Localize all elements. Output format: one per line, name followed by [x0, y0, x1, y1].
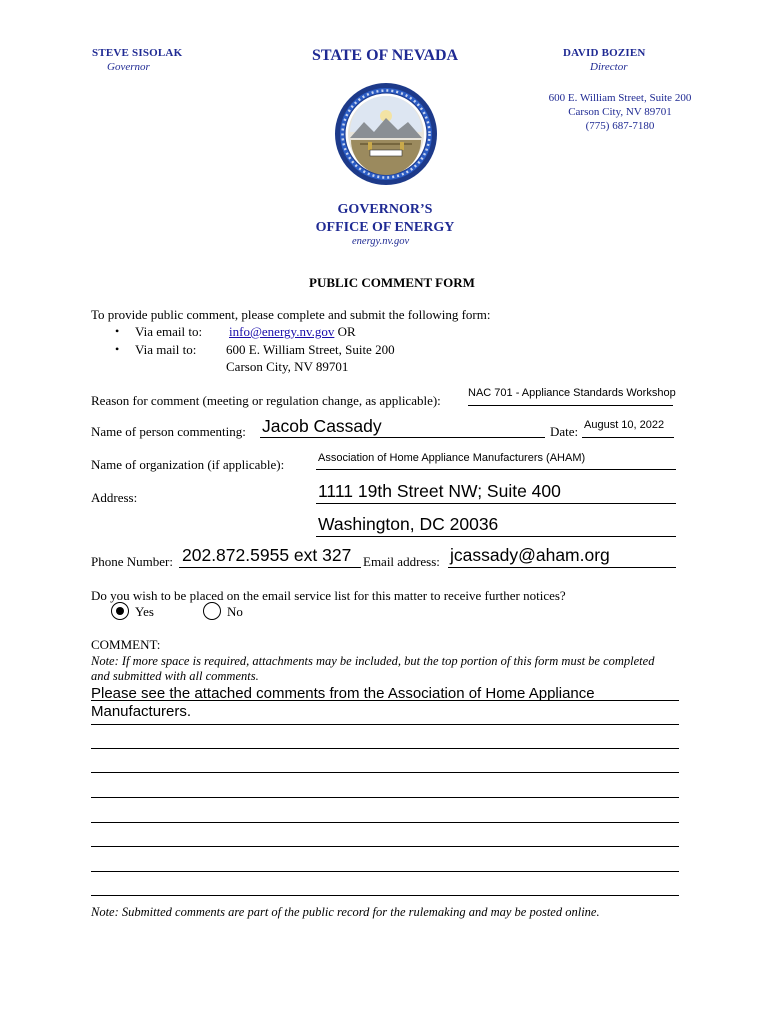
- name-underline: [260, 437, 545, 438]
- address-underline-1: [316, 503, 676, 504]
- reason-field[interactable]: NAC 701 - Appliance Standards Workshop: [468, 387, 676, 399]
- office-name-line2: OFFICE OF ENERGY: [315, 220, 455, 235]
- name-field[interactable]: Jacob Cassady: [262, 416, 382, 436]
- date-field[interactable]: August 10, 2022: [584, 419, 665, 431]
- reason-underline: [468, 405, 673, 406]
- nevada-state-seal-icon: [334, 82, 438, 186]
- governor-name: STEVE SISOLAK: [92, 47, 183, 59]
- name-label: Name of person commenting:: [91, 424, 246, 439]
- reason-label: Reason for comment (meeting or regulation change, as applicable):: [91, 393, 441, 408]
- email-method-label: Via email to:: [135, 324, 203, 339]
- address-field-line2[interactable]: Washington, DC 20036: [318, 514, 499, 534]
- office-name-line1: GOVERNOR’S: [337, 202, 433, 217]
- comment-line: [91, 748, 679, 749]
- email-field[interactable]: jcassady@aham.org: [450, 545, 610, 565]
- organization-field[interactable]: Association of Home Appliance Manufacturers (AHAM): [318, 452, 586, 464]
- radio-yes[interactable]: [111, 602, 129, 620]
- email-suffix: OR: [337, 324, 356, 339]
- comment-line: [91, 895, 679, 896]
- organization-label: Name of organization (if applicable):: [91, 457, 285, 472]
- mail-address-line2: Carson City, NV 89701: [226, 359, 349, 374]
- email-link[interactable]: info@energy.nv.gov: [229, 324, 335, 339]
- comment-line: [91, 724, 679, 725]
- office-address: [520, 91, 720, 133]
- governor-role: Governor: [107, 61, 150, 73]
- form-intro: To provide public comment, please complete and submit the following form:: [91, 307, 491, 322]
- office-name: [285, 201, 485, 237]
- service-list-question: Do you wish to be placed on the email service list for this matter to receive further notices?: [91, 588, 566, 603]
- date-underline: [582, 437, 674, 438]
- radio-no[interactable]: [203, 602, 221, 620]
- comment-text-line2[interactable]: Manufacturers.: [91, 703, 192, 720]
- comment-line: [91, 797, 679, 798]
- office-address-line1: 600 E. William Street, Suite 200: [548, 92, 692, 104]
- form-title: PUBLIC COMMENT FORM: [309, 275, 475, 290]
- radio-no-label: No: [227, 604, 243, 619]
- mail-method-label: Via mail to:: [135, 342, 197, 357]
- radio-yes-label: Yes: [135, 604, 154, 619]
- comment-text-line1[interactable]: Please see the attached comments from the Association of Home Appliance: [91, 685, 595, 702]
- director-name: DAVID BOZIEN: [563, 47, 646, 59]
- organization-underline: [316, 469, 676, 470]
- comment-line: [91, 871, 679, 872]
- radio-selected-dot-icon: [116, 607, 124, 615]
- comment-heading: COMMENT:: [91, 637, 161, 652]
- comment-line: [91, 772, 679, 773]
- phone-field[interactable]: 202.872.5955 ext 327: [182, 545, 352, 565]
- email-underline: [448, 567, 676, 568]
- address-field-line1[interactable]: 1111 19th Street NW; Suite 400: [318, 481, 561, 501]
- office-address-line2: Carson City, NV 89701: [568, 106, 672, 118]
- comment-line: [91, 822, 679, 823]
- email-label: Email address:: [363, 554, 440, 569]
- comment-line: [91, 700, 679, 701]
- state-title: STATE OF NEVADA: [312, 47, 459, 64]
- mail-address-line1: 600 E. William Street, Suite 200: [226, 342, 395, 357]
- address-underline-2: [316, 536, 676, 537]
- footer-note: Note: Submitted comments are part of the public record for the rulemaking and may be posted online.: [91, 905, 600, 919]
- bullet-icon: •: [115, 342, 120, 356]
- phone-underline: [179, 567, 361, 568]
- office-website: energy.nv.gov: [352, 236, 410, 247]
- bullet-icon: •: [115, 324, 120, 338]
- director-role: Director: [590, 61, 628, 73]
- office-phone: (775) 687-7180: [585, 120, 655, 132]
- comment-note: Note: If more space is required, attachments may be included, but the top portion of this form must be completed and submitted with all comments.: [91, 654, 655, 683]
- date-label: Date:: [550, 424, 579, 439]
- comment-line: [91, 846, 679, 847]
- phone-label: Phone Number:: [91, 554, 173, 569]
- address-label: Address:: [91, 490, 138, 505]
